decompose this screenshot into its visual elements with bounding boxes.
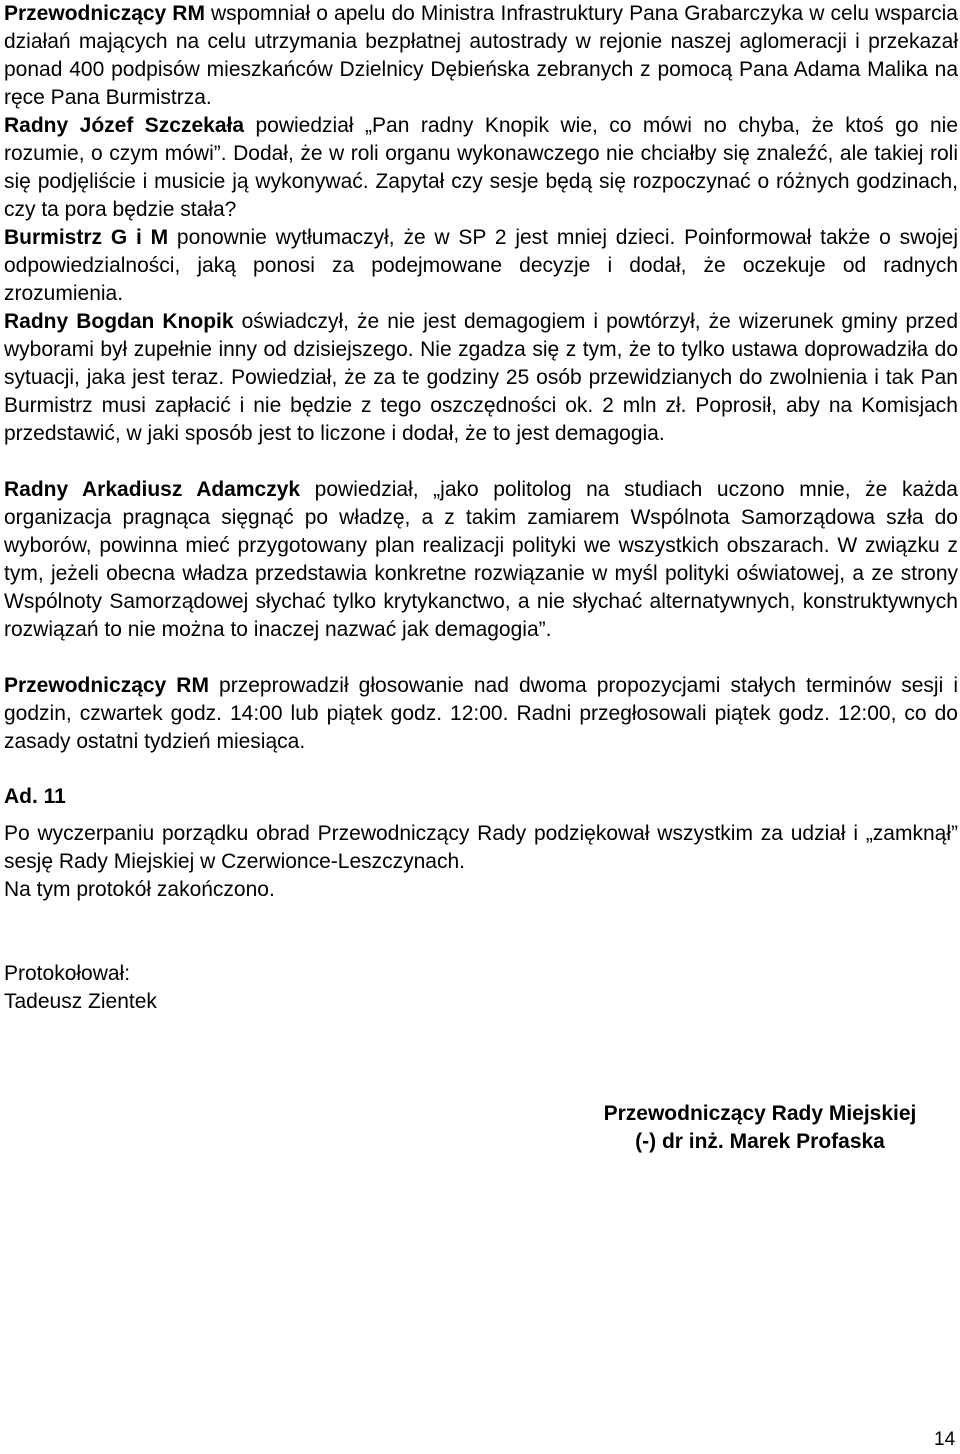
recorder-name: Tadeusz Zientek (4, 990, 157, 1013)
paragraph-text: wspomniał o apelu do Ministra Infrastruktury Pana Grabarczyka w celu wsparcia działań mających na celu utrzymania bezpłatnej autostrady w rejonie naszej aglomeracji i przekazał ponad 400 podpisów mieszkańców Dzielnicy Dębieńska zebranych z pomocą Pana Adama Malika na ręce Pana Burmistrza. (4, 2, 958, 109)
recorder-block (4, 960, 157, 1016)
paragraph-text: oświadczył, że nie jest demagogiem i powtórzył, że wizerunek gminy przed wyborami był zupełnie inny od dzisiejszego. Nie zgadza się z tym, że to tylko ustawa doprowadziła do sytuacji, jaka jest teraz. Powiedział, że za te godziny 25 osób przewidzianych do zwolnienia i tak Pan Burmistrz musi zapłacić i nie będzie z tego oszczędności ok. 2 mln zł. Poprosił, aby na Komisjach przedstawić, w jaki sposób jest to liczone i dodał, że to jest demagogia. (4, 310, 958, 445)
speaker-name: Przewodniczący RM (4, 2, 205, 25)
speaker-name: Radny Arkadiusz Adamczyk (4, 478, 301, 501)
paragraph-knopik (4, 308, 958, 448)
section-heading: Ad. 11 (4, 785, 66, 808)
page-number: 14 (934, 1429, 956, 1450)
protocol-ended-text: Na tym protokół zakończono. (4, 878, 275, 901)
speaker-name: Radny Bogdan Knopik (4, 310, 234, 333)
speaker-name: Przewodniczący RM (4, 674, 209, 697)
paragraph-text: przeprowadził głosowanie nad dwoma propozycjami stałych terminów sesji i godzin, czwartek godz. 14:00 lub piątek godz. 12:00. Radni przegłosowali piątek godz. 12:00, co do zasady ostatni tydzień miesiąca. (4, 674, 958, 753)
signature-title: Przewodniczący Rady Miejskiej (603, 1102, 917, 1125)
speaker-name: Burmistrz G i M (4, 226, 169, 249)
speaker-name: Radny Józef Szczekała (4, 114, 245, 137)
paragraph-mayor (4, 224, 958, 308)
signature-name: (-) dr inż. Marek Profaska (635, 1130, 885, 1153)
paragraph-szczekala (4, 112, 958, 224)
paragraph-text: ponownie wytłumaczył, że w SP 2 jest mniej dzieci. Poinformował także o swojej odpowiedzialności, jaką ponosi za podejmowane decyzje i dodał, że oczekuje od radnych zrozumienia. (4, 226, 959, 305)
signature-block (578, 1100, 942, 1156)
recorder-label: Protokołował: (4, 962, 131, 985)
paragraph-text: powiedział „Pan radny Knopik wie, co mówi no chyba, że ktoś go nie rozumie, o czym mówi”. Dodał, że w roli organu wykonawczego nie chciałby się znaleźć, ale takiej roli się podjęliście i musicie ją wykonywać. Zapytał czy sesje będą się rozpoczynać o różnych godzinach, czy ta pora będzie stała? (4, 114, 959, 221)
paragraph-chairman-appeal (4, 0, 958, 112)
closing-paragraph: Po wyczerpaniu porządku obrad Przewodniczący Rady podziękował wszystkim za udział i „zamknął” sesję Rady Miejskiej w Czerwionce-Leszczynach. (4, 822, 958, 873)
paragraph-vote (4, 672, 958, 756)
paragraph-adamczyk (4, 476, 958, 644)
paragraph-text: powiedział, „jako politolog na studiach uczono mnie, że każda organizacja pragnąca sięgnąć po władzę, a z takim zamiarem Wspólnota Samorządowa szła do wyborów, powinna mieć przygotowany plan realizacji polityki we wszystkich obszarach. W związku z tym, jeżeli obecna władza przedstawia konkretne rozwiązanie w myśl polityki oświatowej, a ze strony Wspólnoty Samorządowej słychać tylko krytykanctwo, a nie słychać alternatywnych, konstruktywnych rozwiązań to nie można to inaczej nazwać jak demagogia”. (4, 478, 958, 641)
